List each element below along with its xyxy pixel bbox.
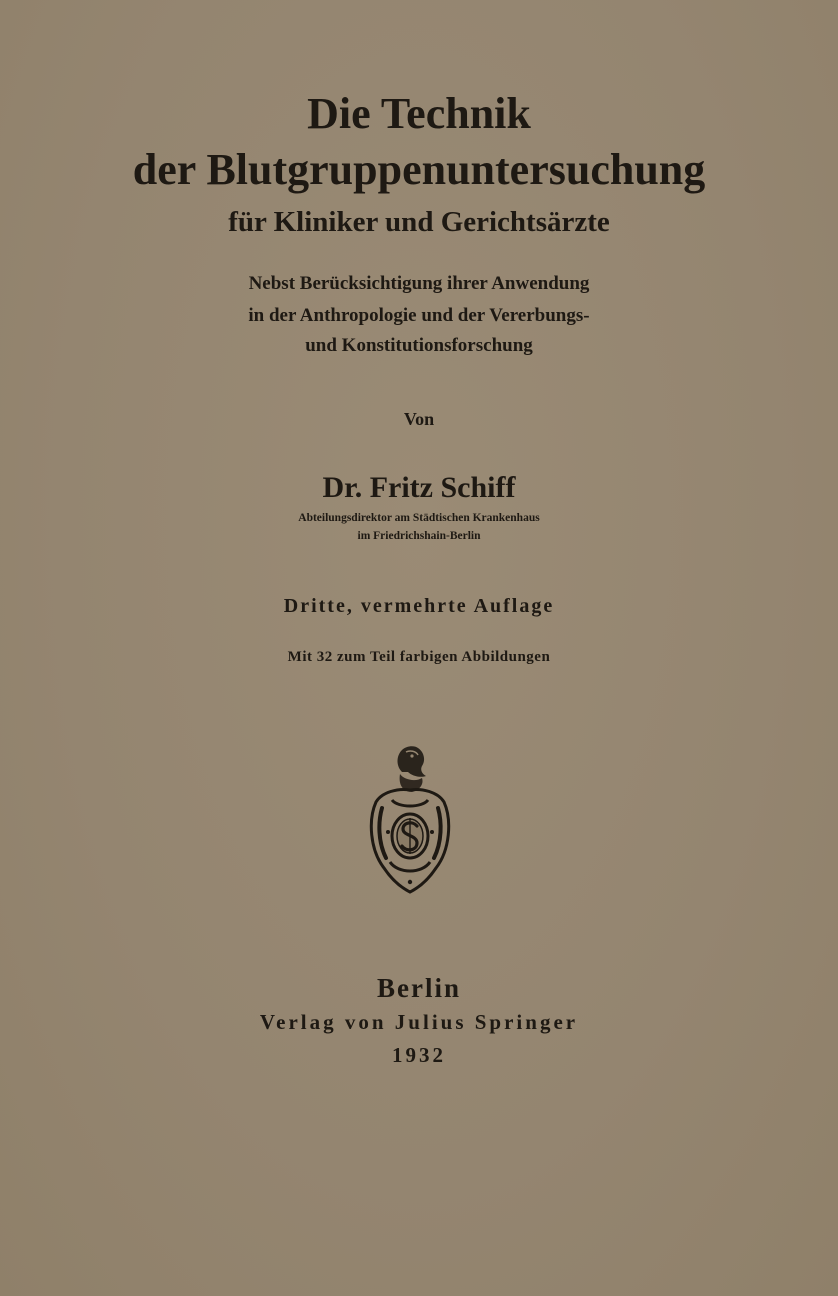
publisher-name: Verlag von Julius Springer	[259, 1010, 579, 1034]
publication-city: Berlin	[377, 973, 461, 1003]
title-line-1: Die Technik	[307, 89, 531, 138]
springer-knight-emblem-icon	[362, 742, 458, 898]
subtitle-line-3: und Konstitutionsforschung	[305, 335, 533, 356]
author-name: Dr. Fritz Schiff	[322, 471, 516, 504]
subtitle-line-2: in der Anthropologie und der Vererbungs-	[248, 305, 590, 326]
subtitle-line-1: Nebst Berücksichtigung ihrer Anwendung	[248, 273, 590, 294]
edition-statement: Dritte, vermehrte Auflage	[283, 595, 555, 617]
author-affiliation-line-1: Abteilungsdirektor am Städtischen Krankenhaus	[298, 512, 540, 524]
author-affiliation-line-2: im Friedrichshain-Berlin	[357, 530, 481, 542]
publication-year: 1932	[392, 1043, 446, 1067]
title-line-3: für Kliniker und Gerichtsärzte	[228, 206, 610, 238]
by-label: Von	[403, 409, 435, 429]
illustrations-note: Mit 32 zum Teil farbigen Abbildungen	[287, 649, 551, 665]
title-line-2: der Blutgruppenuntersuchung	[132, 145, 706, 194]
